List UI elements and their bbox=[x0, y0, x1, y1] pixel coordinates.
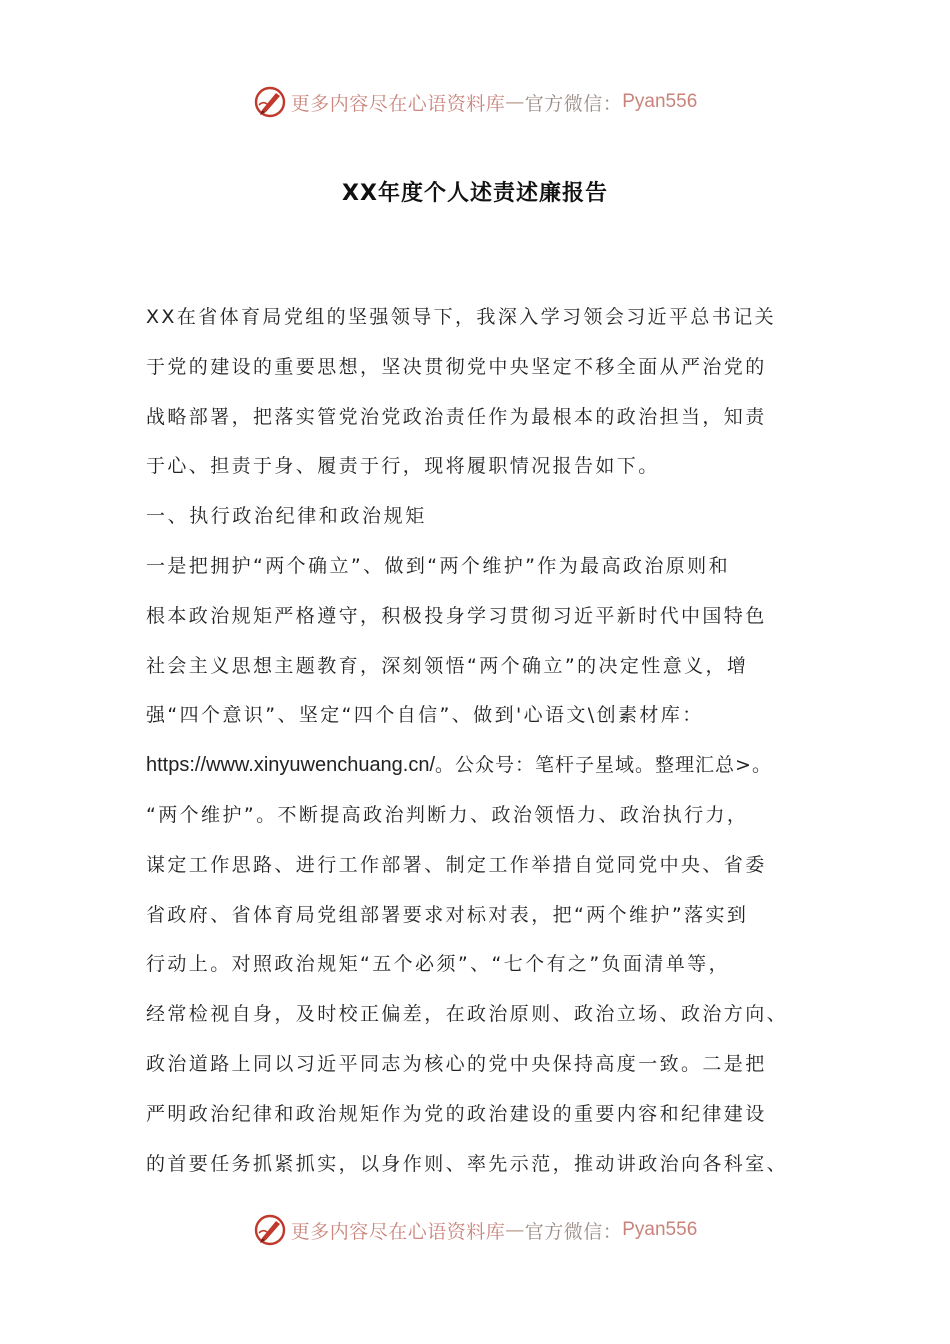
banner-separator: — bbox=[505, 91, 525, 113]
url-line bbox=[146, 744, 814, 794]
url-line-suffix: 。公众号：笔杆子星域。整理汇总>。 bbox=[435, 754, 772, 777]
paragraph-line: 严明政治纪律和政治规矩作为党的政治建设的重要内容和纪律建设 bbox=[146, 1102, 767, 1125]
paragraph-line: 于心、担责于身、履责于行，现将履职情况报告如下。 bbox=[146, 455, 660, 478]
banner-main-text: 更多内容尽在心语资料库 bbox=[290, 1220, 506, 1243]
paragraph-line: XX在省体育局党组的坚强领导下，我深入学习领会习近平总书记关 bbox=[146, 306, 777, 328]
paragraph-line: 战略部署，把落实管党治党政治责任作为最根本的政治担当，知责 bbox=[146, 405, 767, 428]
banner-wechat-label: 官方微信： bbox=[524, 92, 623, 115]
pen-logo-icon bbox=[253, 1213, 287, 1247]
paragraph-line: “两个维护”。不断提高政治判断力、政治领悟力、政治执行力， bbox=[146, 803, 749, 826]
paragraph-line: 行动上。对照政治规矩“五个必须”、“七个有之”负面清单等， bbox=[146, 953, 730, 976]
section-heading: 一、执行政治纪律和政治规矩 bbox=[146, 505, 427, 528]
paragraph-line: 的首要任务抓紧抓实，以身作则、率先示范，推动讲政治向各科室、 bbox=[146, 1152, 789, 1175]
document-title: XX年度个人述责述廉报告 bbox=[342, 181, 608, 206]
paragraph-line: 政治道路上同以习近平同志为核心的党中央保持高度一致。二是把 bbox=[146, 1052, 767, 1075]
footer-banner bbox=[0, 1208, 950, 1252]
paragraph-line: 根本政治规矩严格遵守，积极投身学习贯彻习近平新时代中国特色 bbox=[146, 604, 767, 627]
paragraph-line: 经常检视自身，及时校正偏差，在政治原则、政治立场、政治方向、 bbox=[146, 1003, 789, 1026]
banner-separator: — bbox=[505, 1219, 525, 1241]
paragraph-line: 社会主义思想主题教育，深刻领悟“两个确立”的决定性意义，增 bbox=[146, 654, 749, 677]
paragraph-line: 谋定工作思路、进行工作部署、制定工作举措自觉同党中央、省委 bbox=[146, 853, 767, 876]
header-banner bbox=[0, 80, 950, 124]
paragraph-line: 强“四个意识”、坚定“四个自信”、做到'心语文\创素材库： bbox=[146, 704, 704, 727]
banner-wechat-id: Pyan556 bbox=[622, 1219, 698, 1240]
website-link[interactable]: https://www.xinyuwenchuang.cn/ bbox=[146, 754, 436, 777]
paragraph-line: 于党的建设的重要思想，坚决贯彻党中央坚定不移全面从严治党的 bbox=[146, 355, 767, 378]
banner-main-text: 更多内容尽在心语资料库 bbox=[290, 92, 506, 115]
pen-logo-icon bbox=[253, 85, 287, 119]
paragraph-line: 一是把拥护“两个确立”、做到“两个维护”作为最高政治原则和 bbox=[146, 554, 730, 577]
document-body bbox=[146, 296, 814, 1192]
banner-wechat-label: 官方微信： bbox=[524, 1220, 623, 1243]
banner-wechat-id: Pyan556 bbox=[622, 91, 698, 112]
paragraph-line: 省政府、省体育局党组部署要求对标对表，把“两个维护”落实到 bbox=[146, 903, 749, 926]
